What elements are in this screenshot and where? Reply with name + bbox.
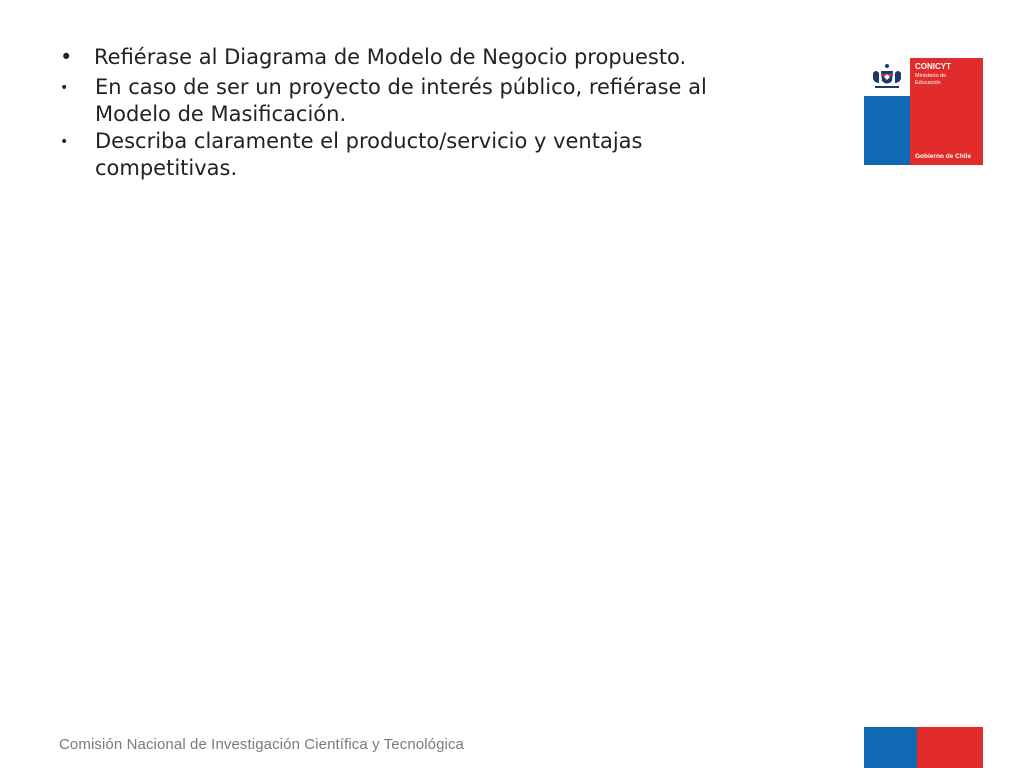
- footer-bar-red: [917, 727, 983, 768]
- footer-bar-blue: [864, 727, 917, 768]
- logo-red-panel: [910, 58, 983, 165]
- bullet-marker: •: [60, 80, 69, 96]
- logo-org-name: CONICYT: [915, 62, 951, 71]
- coat-of-arms-icon: [867, 61, 907, 93]
- bullet-item-3: [60, 128, 750, 182]
- logo-government: Gobierno de Chile: [915, 153, 971, 160]
- logo-white-square: [864, 58, 910, 96]
- footer-text: Comisión Nacional de Investigación Científica y Tecnológica: [59, 736, 465, 753]
- bullet-list: [60, 44, 750, 182]
- bullet-item-1: [60, 44, 750, 71]
- bullet-marker: •: [60, 134, 69, 150]
- logo-ministry: Ministerio de Educación: [915, 73, 947, 86]
- bullet-text: En caso de ser un proyecto de interés público, refiérase al Modelo de Masificación.: [95, 75, 707, 126]
- bullet-item-2: [60, 74, 750, 128]
- bullet-marker: •: [60, 45, 73, 69]
- footer-flag-bar: [864, 727, 983, 768]
- bullet-text: Describa claramente el producto/servicio y ventajas competitivas.: [95, 129, 643, 180]
- logo-blue-panel: [864, 58, 910, 165]
- conicyt-logo: [864, 58, 983, 165]
- bullet-text: Refiérase al Diagrama de Modelo de Negocio propuesto.: [94, 45, 687, 69]
